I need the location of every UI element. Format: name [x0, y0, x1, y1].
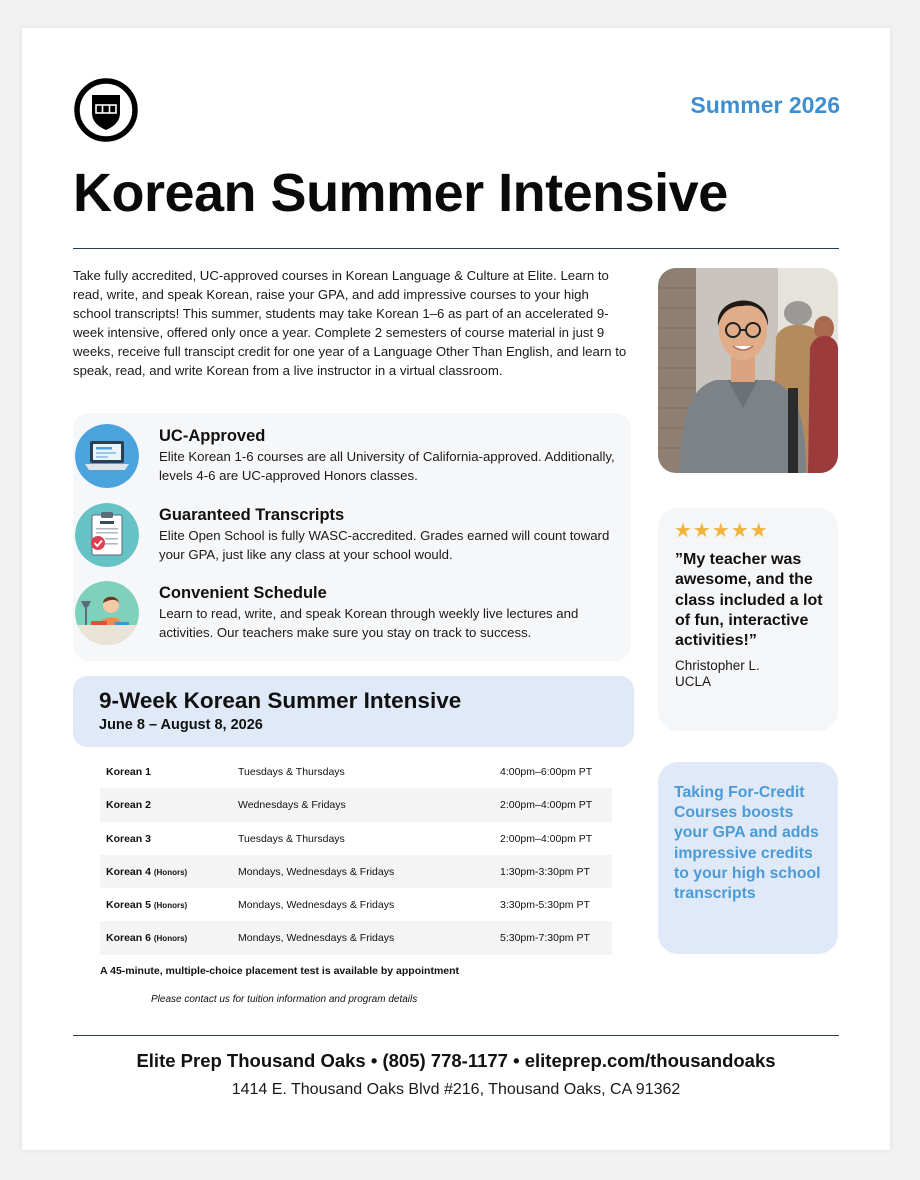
table-row	[100, 921, 612, 954]
course-days: Mondays, Wednesdays & Fridays	[238, 932, 395, 945]
course-days: Wednesdays & Fridays	[238, 799, 346, 812]
table-row	[100, 888, 612, 921]
course-days: Mondays, Wednesdays & Fridays	[238, 899, 395, 912]
features-panel	[73, 413, 631, 661]
feature-guaranteed-transcripts	[73, 503, 631, 575]
schedule-dates: June 8 – August 8, 2026	[99, 717, 263, 733]
feature-description: Elite Korean 1-6 courses are all University of California-approved. Additionally, levels 4-6 are UC-approved Honors classes.	[159, 449, 615, 483]
feature-title: Convenient Schedule	[159, 584, 327, 602]
student-studying-icon	[75, 581, 139, 645]
course-name: Korean 5 (Honors)	[106, 899, 188, 912]
laptop-icon	[75, 424, 139, 488]
feature-description: Learn to read, write, and speak Korean through weekly live lectures and activities. Our teachers make sure you stay on track to success.	[159, 606, 579, 640]
testimonial-card	[658, 508, 838, 731]
contact-note: Please contact us for tuition information and program details	[151, 994, 418, 1005]
table-row	[100, 855, 612, 888]
schedule-banner	[73, 676, 634, 747]
course-time: 1:30pm-3:30pm PT	[500, 865, 590, 878]
schedule-title: 9-Week Korean Summer Intensive	[99, 688, 462, 713]
footer-divider	[73, 1035, 839, 1036]
course-days: Mondays, Wednesdays & Fridays	[238, 865, 395, 878]
course-time: 3:30pm-5:30pm PT	[500, 899, 590, 912]
footer-address: 1414 E. Thousand Oaks Blvd #216, Thousand Oaks, CA 91362	[231, 1081, 681, 1098]
intro-paragraph: Take fully accredited, UC-approved courses in Korean Language & Culture at Elite. Learn to read, write, and speak Korean, raise your GPA, and add impressive courses to your high school transcripts! This summer, students may take Korean 1–6 as part of an accelerated 9-week intensive, offered only once a year. Complete 2 semesters of course material in just 9 weeks, receive full transcipt credit for one year of a Language Other Than English, and learn to speak, read, and write Korean from a live instructor in a virtual classroom.	[73, 268, 627, 379]
reviewer-school: UCLA	[675, 674, 712, 689]
feature-title: UC-Approved	[159, 427, 266, 445]
gpa-report-icon	[75, 503, 139, 567]
shield-logo-icon	[74, 78, 138, 142]
feature-title: Guaranteed Transcripts	[159, 506, 345, 524]
table-row	[100, 755, 612, 788]
gpa-callout	[658, 762, 838, 954]
flyer-page	[22, 28, 890, 1150]
feature-description: Elite Open School is fully WASC-accredited. Grades earned will count toward your GPA, just like any class at your school would.	[159, 528, 610, 562]
course-name: Korean 2	[106, 799, 151, 812]
course-name: Korean 4 (Honors)	[106, 865, 188, 878]
placement-note: A 45-minute, multiple-choice placement test is available by appointment	[100, 965, 460, 977]
course-name: Korean 6 (Honors)	[106, 932, 188, 945]
gpa-callout-text: Taking For-Credit Courses boosts your GPA and adds impressive credits to your high school transcripts	[674, 784, 821, 903]
student-photo	[658, 268, 838, 473]
header-divider	[73, 248, 839, 249]
course-days: Tuesdays & Thursdays	[238, 832, 345, 845]
five-star-rating-icon: ★★★★★	[674, 520, 769, 542]
testimonial-quote: ”My teacher was awesome, and the class included a lot of fun, interactive activities!”	[675, 551, 823, 650]
course-time: 5:30pm-7:30pm PT	[500, 932, 590, 945]
course-time: 2:00pm–4:00pm PT	[500, 832, 593, 845]
reviewer-name: Christopher L.	[675, 658, 760, 673]
course-name: Korean 1	[106, 766, 151, 778]
course-days: Tuesdays & Thursdays	[238, 766, 345, 778]
table-row	[100, 788, 612, 821]
season-label: Summer 2026	[690, 92, 840, 118]
course-time: 2:00pm–4:00pm PT	[500, 799, 593, 812]
page-title: Korean Summer Intensive	[73, 163, 728, 223]
course-time: 4:00pm–6:00pm PT	[500, 766, 593, 778]
feature-uc-approved	[73, 424, 631, 496]
course-name: Korean 3	[106, 832, 151, 845]
table-row	[100, 822, 612, 855]
schedule-table	[100, 755, 612, 955]
footer-contact-line: Elite Prep Thousand Oaks • (805) 778-1177 • eliteprep.com/thousandoaks	[136, 1050, 776, 1071]
feature-convenient-schedule	[73, 581, 631, 653]
